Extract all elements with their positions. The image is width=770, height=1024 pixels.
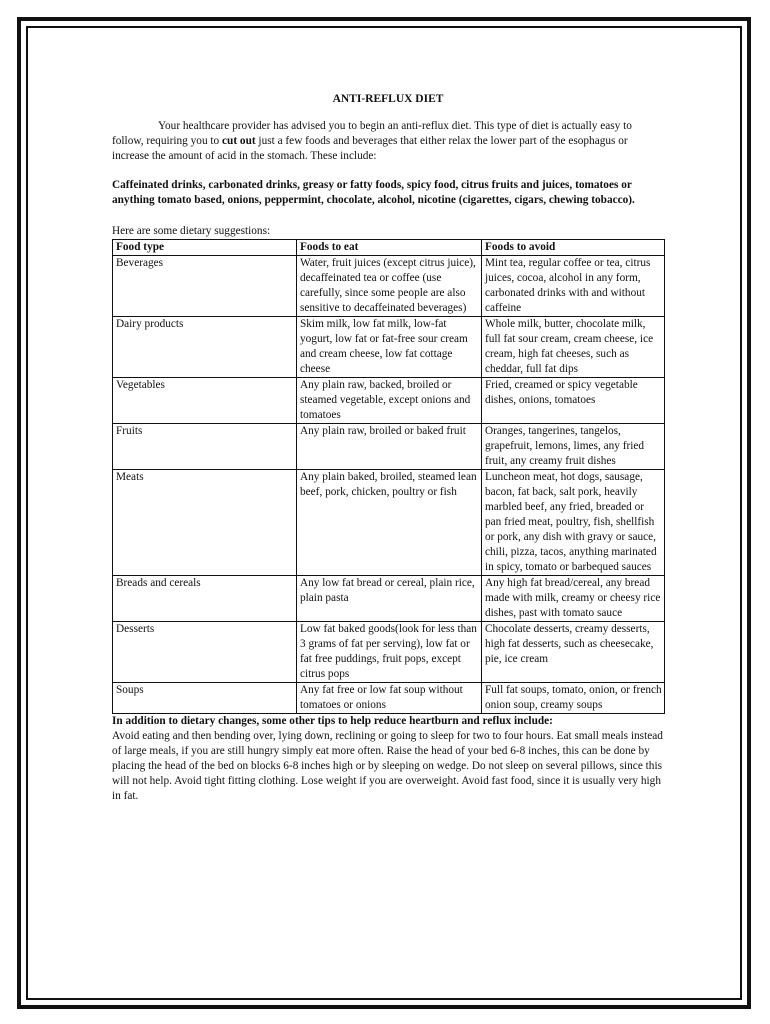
intro-text-start: Your healthcare provider has advised you to begin an anti-reflux diet. This type of diet is actually easy to follow, requiring you to <box>112 120 632 147</box>
food-type-cell: Beverages <box>113 256 297 317</box>
document-title: ANTI-REFLUX DIET <box>332 93 444 105</box>
foods-to-eat-cell: Any low fat bread or cereal, plain rice, plain pasta <box>297 576 482 622</box>
foods-to-avoid-cell: Full fat soups, tomato, onion, or french onion soup, creamy soups <box>482 683 665 714</box>
header-foods-to-eat: Foods to eat <box>297 240 482 256</box>
table-row <box>113 378 665 424</box>
foods-to-eat-cell: Any plain raw, broiled or baked fruit <box>297 424 482 470</box>
foods-to-avoid-cell: Mint tea, regular coffee or tea, citrus juices, cocoa, alcohol in any form, carbonated drinks with and without caffeine <box>482 256 665 317</box>
foods-to-avoid-cell: Chocolate desserts, creamy desserts, high fat desserts, such as cheesecake, pie, ice cream <box>482 622 665 683</box>
foods-to-eat-cell: Low fat baked goods(look for less than 3 grams of fat per serving), low fat or fat free puddings, fruit pops, except citrus pops <box>297 622 482 683</box>
foods-to-avoid-cell: Fried, creamed or spicy vegetable dishes, onions, tomatoes <box>482 378 665 424</box>
food-type-cell: Soups <box>113 683 297 714</box>
table-row <box>113 317 665 378</box>
table-row <box>113 622 665 683</box>
foods-to-avoid-summary: Caffeinated drinks, carbonated drinks, greasy or fatty foods, spicy food, citrus fruits and juices, tomatoes or anything tomato based, onions, peppermint, chocolate, alcohol, nicotine (cigarettes, cigars, chewing tobacco). <box>112 179 635 206</box>
tips-paragraph: Avoid eating and then bending over, lying down, reclining or going to sleep for two to four hours. Eat small meals instead of large meals, if you are still hungry simply eat more often. Raise the head of your bed 6-8 inches, this can be done by placing the head of the bed on blocks 6-8 inches high or by sleeping on wedge. Do not sleep on several pillows, since this will not help. Avoid tight fitting clothing. Lose weight if you are overweight. Avoid fast food, since it is usually very high in fat. <box>112 730 663 802</box>
foods-to-eat-cell: Any fat free or low fat soup without tomatoes or onions <box>297 683 482 714</box>
table-row <box>113 256 665 317</box>
foods-to-eat-cell: Water, fruit juices (except citrus juice), decaffeinated tea or coffee (use carefully, since some people are also sensitive to decaffeinated beverages) <box>297 256 482 317</box>
foods-to-avoid-cell: Whole milk, butter, chocolate milk, full fat sour cream, cream cheese, ice cream, high fat cheeses, such as cheddar, full fat dips <box>482 317 665 378</box>
food-type-cell: Vegetables <box>113 378 297 424</box>
food-type-cell: Fruits <box>113 424 297 470</box>
table-header-row <box>113 240 665 256</box>
suggestions-label: Here are some dietary suggestions: <box>112 225 271 237</box>
food-type-cell: Desserts <box>113 622 297 683</box>
foods-to-avoid-cell: Oranges, tangerines, tangelos, grapefruit, lemons, limes, any fried fruit, any creamy fruit dishes <box>482 424 665 470</box>
table-row <box>113 470 665 576</box>
food-type-cell: Dairy products <box>113 317 297 378</box>
food-type-cell: Breads and cereals <box>113 576 297 622</box>
table-row <box>113 424 665 470</box>
foods-to-eat-cell: Any plain raw, backed, broiled or steamed vegetable, except onions and tomatoes <box>297 378 482 424</box>
foods-to-eat-cell: Skim milk, low fat milk, low-fat yogurt, low fat or fat-free sour cream and cream cheese, low fat cottage cheese <box>297 317 482 378</box>
intro-emphasis: cut out <box>222 135 256 147</box>
intro-paragraph <box>112 119 664 164</box>
header-foods-to-avoid: Foods to avoid <box>482 240 665 256</box>
diet-table <box>112 239 665 714</box>
intro-text-end: just a few foods and beverages that either relax the lower part of the esophagus or increase the amount of acid in the stomach. These include: <box>112 135 628 162</box>
table-row <box>113 576 665 622</box>
foods-to-eat-cell: Any plain baked, broiled, steamed lean beef, pork, chicken, poultry or fish <box>297 470 482 576</box>
foods-to-avoid-cell: Luncheon meat, hot dogs, sausage, bacon, fat back, salt pork, heavily marbled beef, any fried, breaded or pan fried meat, poultry, fish, shellfish or pork, any dish with gravy or sauce, chili, pizza, tacos, anything marinated in spicy, tomato or barbequed sauces <box>482 470 665 576</box>
food-type-cell: Meats <box>113 470 297 576</box>
document-body <box>112 92 664 804</box>
header-food-type: Food type <box>113 240 297 256</box>
table-row <box>113 683 665 714</box>
foods-to-avoid-cell: Any high fat bread/cereal, any bread made with milk, creamy or cheesy rice dishes, past with tomato sauce <box>482 576 665 622</box>
tips-heading: In addition to dietary changes, some other tips to help reduce heartburn and reflux include: <box>112 715 553 727</box>
